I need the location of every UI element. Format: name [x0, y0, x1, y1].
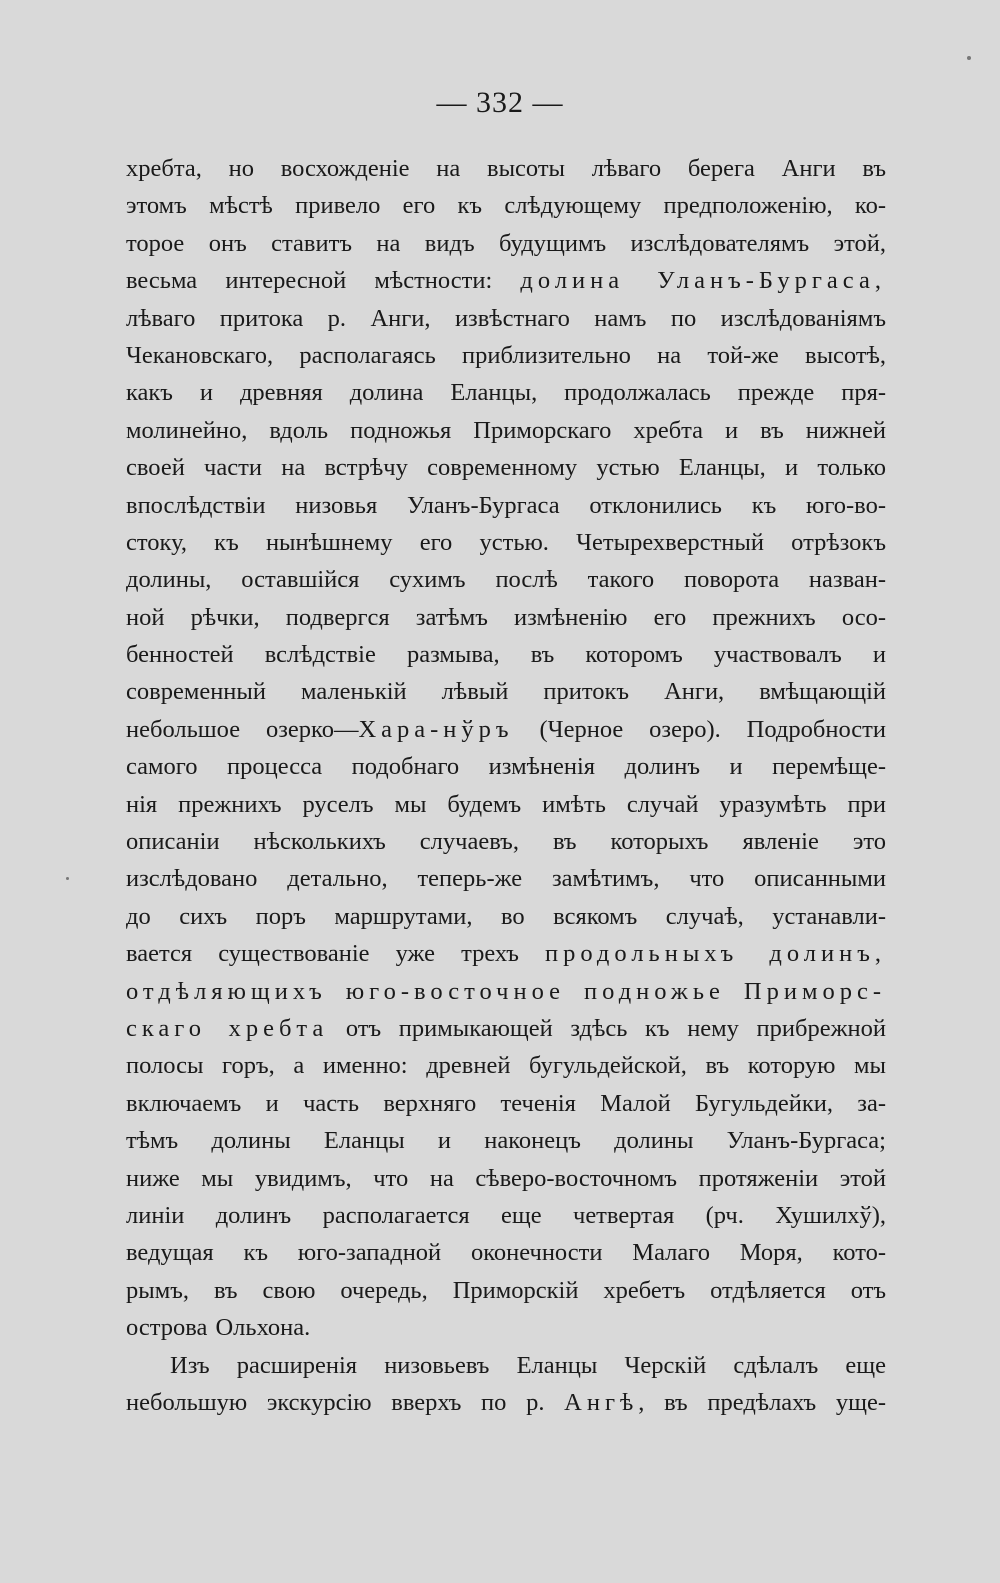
- text-line: [126, 225, 886, 262]
- paper-speck: [967, 56, 971, 60]
- text-line: [126, 860, 886, 897]
- spaced-emphasis: отдѣляющихъ юго-восточное подножье Приморс-: [126, 977, 886, 1005]
- text-run: какъ и древняя долина Еланцы, продолжалась прежде пря-: [126, 379, 886, 407]
- text-line: [126, 1309, 886, 1346]
- text-run: небольшое озерко—: [126, 715, 359, 743]
- text-line: [126, 1085, 886, 1122]
- text-run: , въ предѣлахъ уще-: [638, 1388, 886, 1416]
- text-run: включаемъ и часть верхняго теченія Малой Бугульдейки, за-: [126, 1089, 886, 1117]
- text-run: долины, оставшійся сухимъ послѣ такого поворота назван-: [126, 566, 886, 594]
- text-run: нія прежнихъ руселъ мы будемъ имѣть случай уразумѣть при: [126, 790, 886, 818]
- text-line: [126, 412, 886, 449]
- text-run: рымъ, въ свою очередь, Приморскій хребетъ отдѣляется отъ: [126, 1276, 886, 1304]
- spaced-emphasis: скаго хребта: [126, 1014, 329, 1042]
- text-line: [126, 1347, 886, 1384]
- text-run: линіи долинъ располагается еще четвертая (рч. Хушилхў),: [126, 1201, 886, 1229]
- text-run: весьма интересной мѣстности:: [126, 267, 521, 295]
- text-line: [126, 449, 886, 486]
- text-run: тѣмъ долины Еланцы и наконецъ долины Уланъ-Бургаса;: [126, 1127, 886, 1155]
- text-line: [126, 262, 886, 299]
- text-run: изслѣдовано детально, теперь-же замѣтимъ, что описанными: [126, 865, 886, 893]
- spaced-emphasis: продольныхъ долинъ,: [545, 940, 886, 968]
- spaced-emphasis: Хара-нўръ: [358, 715, 514, 743]
- text-line: [126, 1234, 886, 1271]
- text-line: [126, 599, 886, 636]
- spaced-emphasis: Ангѣ: [564, 1388, 639, 1416]
- text-line: [126, 636, 886, 673]
- paper-speck: [66, 877, 69, 880]
- text-run: небольшую экскурсію вверхъ по р.: [126, 1388, 565, 1416]
- text-run: Изъ расширенія низовьевъ Еланцы Черскій сдѣлалъ еще: [170, 1351, 886, 1379]
- text-run: торое онъ ставитъ на видъ будущимъ изслѣдователямъ этой,: [126, 229, 886, 257]
- text-line: [126, 150, 886, 187]
- text-line: [126, 1122, 886, 1159]
- text-run: лѣваго притока р. Анги, извѣстнаго намъ по изслѣдованіямъ: [126, 304, 886, 332]
- text-line: [126, 300, 886, 337]
- text-run: (Черное озеро). Подробности: [513, 715, 886, 743]
- text-line: [126, 1160, 886, 1197]
- body-text: [126, 150, 886, 1421]
- text-line: [126, 786, 886, 823]
- text-line: [126, 1384, 886, 1421]
- text-line: [126, 973, 886, 1010]
- text-line: [126, 487, 886, 524]
- text-run: молинейно, вдоль подножья Приморскаго хребта и въ нижней: [126, 416, 886, 444]
- text-line: [126, 673, 886, 710]
- text-line: [126, 337, 886, 374]
- text-run: острова Ольхона.: [126, 1314, 311, 1342]
- page-number: — 332 —: [436, 86, 564, 119]
- text-run: бенностей вслѣдствіе размыва, въ которомъ участвовалъ и: [126, 641, 886, 669]
- text-run: отъ примыкающей здѣсь къ нему прибрежной: [328, 1014, 886, 1042]
- text-run: ной рѣчки, подвергся затѣмъ измѣненію его прежнихъ осо-: [126, 603, 886, 631]
- text-run: своей части на встрѣчу современному устью Еланцы, и только: [126, 454, 886, 482]
- text-run: впослѣдствіи низовья Уланъ-Бургаса отклонились къ юго-во-: [126, 491, 886, 519]
- text-line: [126, 823, 886, 860]
- text-line: [126, 711, 886, 748]
- spaced-emphasis: долина Уланъ-Бургаса,: [520, 267, 886, 295]
- text-line: [126, 1010, 886, 1047]
- text-run: ведущая къ юго-западной оконечности Малаго Моря, кото-: [126, 1239, 886, 1267]
- text-line: [126, 524, 886, 561]
- text-run: полосы горъ, а именно: древней бугульдейской, въ которую мы: [126, 1052, 886, 1080]
- text-line: [126, 748, 886, 785]
- text-run: этомъ мѣстѣ привело его къ слѣдующему предположенію, ко-: [126, 192, 886, 220]
- text-run: современный маленькій лѣвый притокъ Анги, вмѣщающій: [126, 678, 886, 706]
- text-run: вается существованіе уже трехъ: [126, 940, 546, 968]
- text-line: [126, 1047, 886, 1084]
- text-line: [126, 898, 886, 935]
- text-line: [126, 1197, 886, 1234]
- text-run: ниже мы увидимъ, что на сѣверо-восточномъ протяженіи этой: [126, 1164, 886, 1192]
- text-run: самого процесса подобнаго измѣненія долинъ и перемѣще-: [126, 753, 886, 781]
- text-run: хребта, но восхожденіе на высоты лѣваго берега Анги въ: [126, 155, 886, 182]
- text-line: [126, 1272, 886, 1309]
- text-run: описаніи нѣсколькихъ случаевъ, въ которыхъ явленіе это: [126, 828, 886, 856]
- text-run: стоку, къ нынѣшнему его устью. Четырехверстный отрѣзокъ: [126, 528, 886, 556]
- text-line: [126, 374, 886, 411]
- text-line: [126, 935, 886, 972]
- text-line: [126, 561, 886, 598]
- text-run: Чекановскаго, располагаясь приблизительно на той-же высотѣ,: [126, 341, 886, 369]
- text-run: до сихъ поръ маршрутами, во всякомъ случаѣ, устанавли-: [126, 902, 886, 930]
- text-line: [126, 187, 886, 224]
